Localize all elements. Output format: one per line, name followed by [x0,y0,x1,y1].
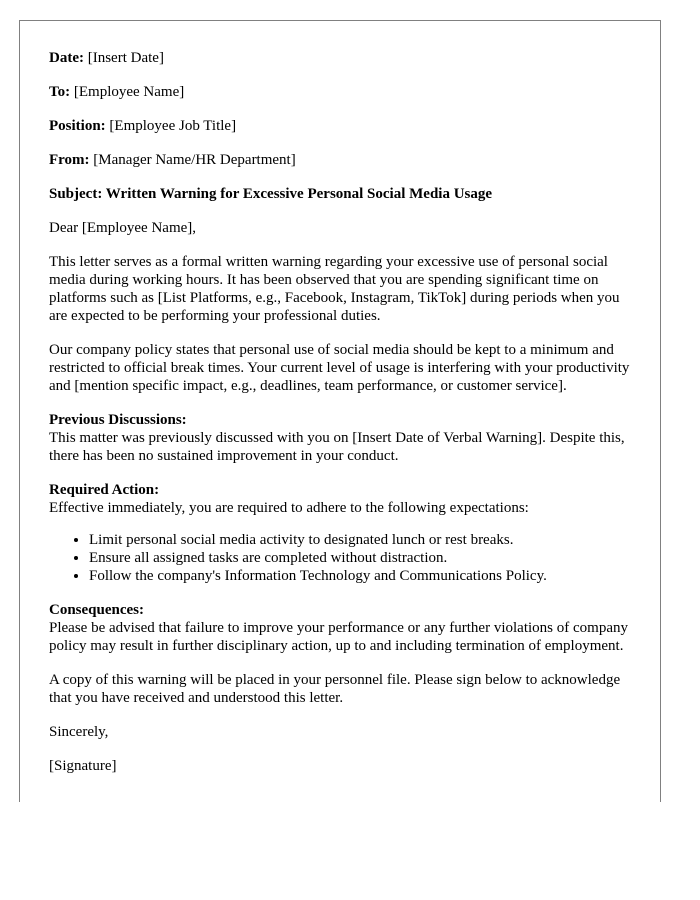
body-paragraph-1: This letter serves as a formal written warning regarding your excessive use of personal social media during working hours. It has been observed that you are spending significant time on platforms such as [List Platforms, e.g., Facebook, Instagram, TikTok] during periods when you are expected to be performing your professional duties. [49,254,620,324]
date-line [49,49,639,67]
date-value: [Insert Date] [87,50,164,66]
date-label: Date: [49,50,84,66]
to-value: [Employee Name] [73,84,185,100]
consequences-title: Consequences: [49,602,145,618]
from-value: [Manager Name/HR Department] [93,152,296,168]
letter-content [49,49,639,775]
list-item: • Ensure all assigned tasks are completed without distraction. [89,549,639,567]
salutation: Dear [Employee Name], [49,220,197,236]
from-label: From: [49,152,90,168]
required-action-text: Effective immediately, you are required to adhere to the following expectations: [49,500,529,516]
list-item: • Limit personal social media activity to designated lunch or rest breaks. [89,531,639,549]
consequences-text: Please be advised that failure to improve your performance or any further violations of company policy may result in further disciplinary action, up to and including termination of employment. [49,620,628,654]
position-line [49,117,639,135]
position-label: Position: [49,118,106,134]
required-action-title: Required Action: [49,482,160,498]
previous-discussions-section [49,411,639,465]
required-action-list [49,531,639,585]
sign-off: Sincerely, [49,724,109,740]
previous-discussions-title: Previous Discussions: [49,412,187,428]
closing-paragraph: A copy of this warning will be placed in your personnel file. Please sign below to acknowledge that you have received and understood this letter. [49,672,621,706]
to-line [49,83,639,101]
position-value: [Employee Job Title] [109,118,237,134]
consequences-section [49,601,639,655]
letter-page [19,20,661,802]
list-item: • Follow the company's Information Technology and Communications Policy. [89,567,639,585]
body-paragraph-2: Our company policy states that personal use of social media should be kept to a minimum and restricted to official break times. Your current level of usage is interfering with your productivity and [mention specific impact, e.g., deadlines, team performance, or customer service]. [49,342,630,394]
subject-text: Subject: Written Warning for Excessive Personal Social Media Usage [49,186,493,202]
required-action-section [49,481,639,517]
from-line [49,151,639,169]
previous-discussions-text: This matter was previously discussed with you on [Insert Date of Verbal Warning]. Despite this, there has been no sustained improvement in your conduct. [49,430,625,464]
subject-line [49,185,639,203]
signature: [Signature] [49,758,117,774]
to-label: To: [49,84,71,100]
